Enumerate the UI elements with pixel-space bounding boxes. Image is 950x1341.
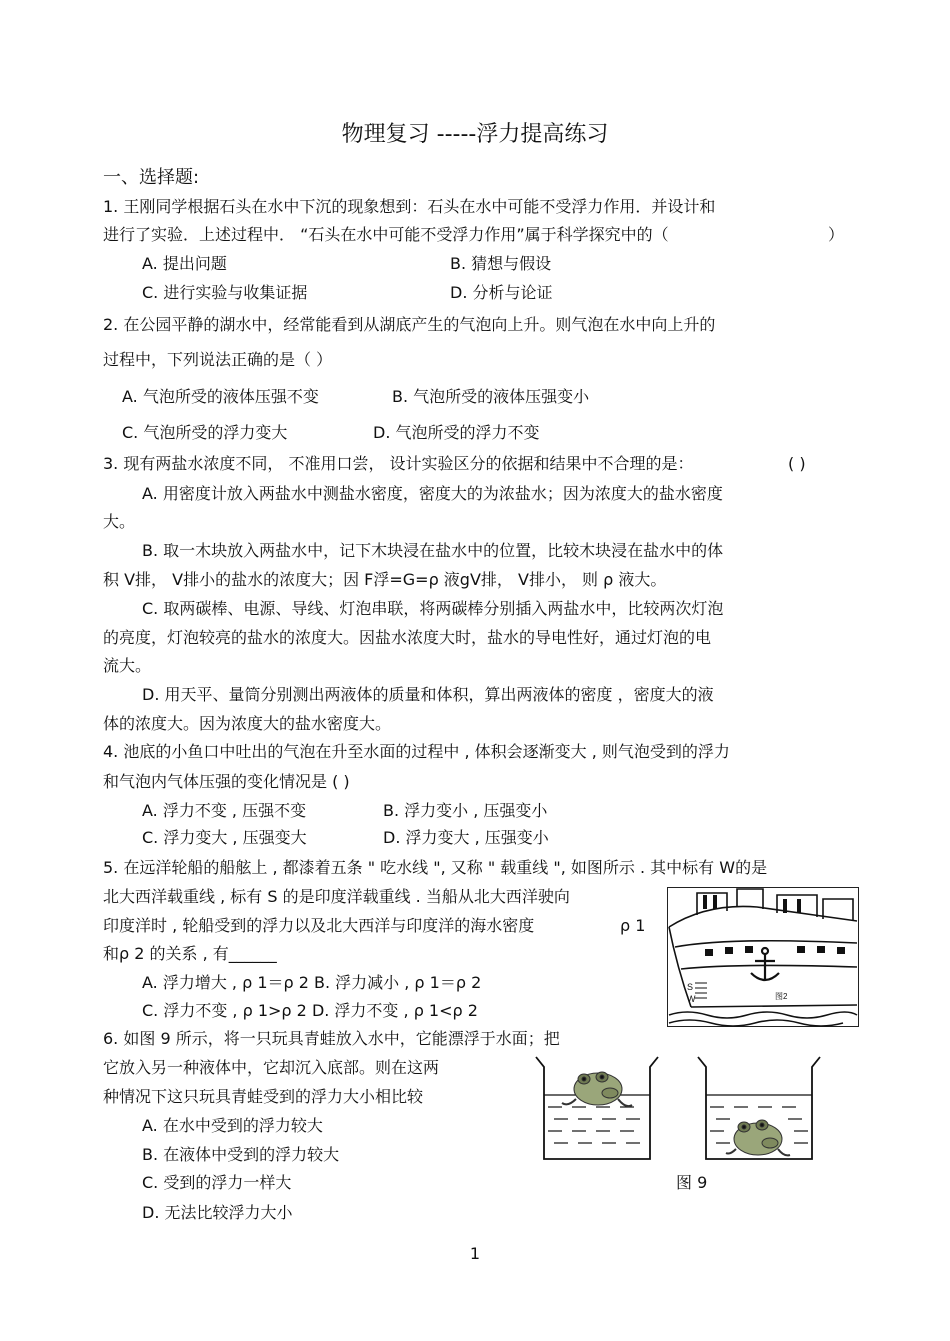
q6-line1: 6. 如图 9 所示，将一只玩具青蛙放入水中，它能漂浮于水面；把 (103, 1029, 560, 1048)
q2-option-c: C. 气泡所受的浮力变大 (122, 423, 288, 442)
q6-option-d: D. 无法比较浮力大小 (142, 1203, 293, 1222)
q4-line2: 和气泡内气体压强的变化情况是 ( ) (103, 772, 350, 791)
q3-option-b-line2: 积 V排， V排小的盐水的浓度大；因 F浮=G=ρ 液gV排， V排小， 则 ρ 液大。 (103, 570, 667, 589)
q3-option-d-line1: D. 用天平、量筒分别测出两液体的质量和体积，算出两液体的密度 ，密度大的液 (142, 685, 714, 704)
q4-line1: 4. 池底的小鱼口中吐出的气泡在升至水面的过程中 , 体积会逐渐变大 , 则气泡受到的浮力 (103, 742, 730, 761)
q1-option-b: B. 猜想与假设 (450, 254, 552, 273)
q3-option-b-line1: B. 取一木块放入两盐水中，记下木块浸在盐水中的位置，比较木块浸在盐水中的体 (142, 541, 724, 560)
ship-figure (667, 887, 859, 1027)
q6-option-c: C. 受到的浮力一样大 (142, 1173, 292, 1192)
frog-containers-drawing (532, 1055, 832, 1165)
q3-line1: 3. 现有两盐水浓度不同， 不准用口尝， 设计实验区分的依据和结果中不合理的是： (103, 454, 694, 473)
ship-fig-label: 图2 (775, 992, 788, 1001)
ship-drawing (667, 887, 859, 1027)
q1-option-a: A. 提出问题 (142, 254, 227, 273)
q3-option-c-line1: C. 取两碳棒、电源、导线、灯泡串联，将两碳棒分别插入两盐水中，比较两次灯泡 (142, 599, 724, 618)
q3-option-c-line2: 的亮度，灯泡较亮的盐水的浓度大。因盐水浓度大时，盐水的导电性好，通过灯泡的电 (103, 628, 712, 647)
ship-label-w: W (687, 994, 696, 1004)
q1-paren: ） (828, 225, 845, 244)
q4-option-d: D. 浮力变大 , 压强变小 (383, 828, 549, 847)
q2-option-a: A. 气泡所受的液体压强不变 (122, 387, 319, 406)
q1-option-d: D. 分析与论证 (450, 283, 553, 302)
q4-option-b: B. 浮力变小 , 压强变小 (383, 801, 548, 820)
q6-line2: 它放入另一种液体中，它却沉入底部。则在这两 (103, 1058, 440, 1077)
q6-line3: 种情况下这只玩具青蛙受到的浮力大小相比较 (103, 1087, 424, 1106)
frog-sunk (726, 1120, 790, 1155)
q3-option-c-line3: 流大。 (103, 656, 152, 675)
section-heading: 一、选择题: (103, 167, 200, 188)
q3-option-a-line2: 大。 (103, 512, 136, 531)
q5-rho1: ρ 1 (620, 916, 646, 935)
q2-option-b: B. 气泡所受的液体压强变小 (392, 387, 590, 406)
page-title: 物理复习 -----浮力提高练习 (341, 122, 609, 147)
q1-line1: 1. 王刚同学根据石头在水中下沉的现象想到：石头在水中可能不受浮力作用．并设计和 (103, 197, 716, 216)
q3-option-a-line1: A. 用密度计放入两盐水中测盐水密度，密度大的为浓盐水；因为浓度大的盐水密度 (142, 484, 723, 503)
q5-line2: 北大西洋载重线 , 标有 S 的是印度洋载重线 . 当船从北大西洋驶向 (103, 887, 570, 906)
q1-option-c: C. 进行实验与收集证据 (142, 283, 308, 302)
q5-line1: 5. 在远洋轮船的船舷上 , 都漆着五条 " 吃水线 ", 又称 " 载重线 ", 如图所示 . 其中标有 W的是 (103, 858, 768, 877)
q6-option-a: A. 在水中受到的浮力较大 (142, 1116, 323, 1135)
q6-option-b: B. 在液体中受到的浮力较大 (142, 1145, 340, 1164)
q5-line3: 印度洋时 , 轮船受到的浮力以及北大西洋与印度洋的海水密度 (103, 916, 535, 935)
q4-option-a: A. 浮力不变 , 压强不变 (142, 801, 307, 820)
q5-options-ab: A. 浮力增大 , ρ 1＝ρ 2 B. 浮力减小 , ρ 1＝ρ 2 (142, 973, 482, 992)
q3-option-d-line2: 体的浓度大。因为浓度大的盐水密度大。 (103, 714, 392, 733)
figure-9-caption: 图 9 (676, 1173, 708, 1192)
container-left (536, 1057, 658, 1159)
q2-line1: 2. 在公园平静的湖水中，经常能看到从湖底产生的气泡向上升。则气泡在水中向上升的 (103, 315, 716, 334)
ship-label-s: S (687, 982, 694, 992)
page-number: 1 (469, 1244, 481, 1263)
q1-line2: 进行了实验．上述过程中． “石头在水中可能不受浮力作用”属于科学探究中的（ (103, 225, 669, 244)
frog-floating (562, 1072, 632, 1106)
q3-paren: ( ) (788, 454, 806, 473)
frog-figure (532, 1055, 832, 1165)
q5-line4: 和ρ 2 的关系 , 有______ (103, 944, 277, 963)
q2-line2: 过程中，下列说法正确的是（ ） (103, 350, 333, 369)
q4-option-c: C. 浮力变大 , 压强变大 (142, 828, 307, 847)
q2-option-d: D. 气泡所受的浮力不变 (373, 423, 540, 442)
q5-options-cd: C. 浮力不变 , ρ 1>ρ 2 D. 浮力不变 , ρ 1<ρ 2 (142, 1001, 478, 1020)
